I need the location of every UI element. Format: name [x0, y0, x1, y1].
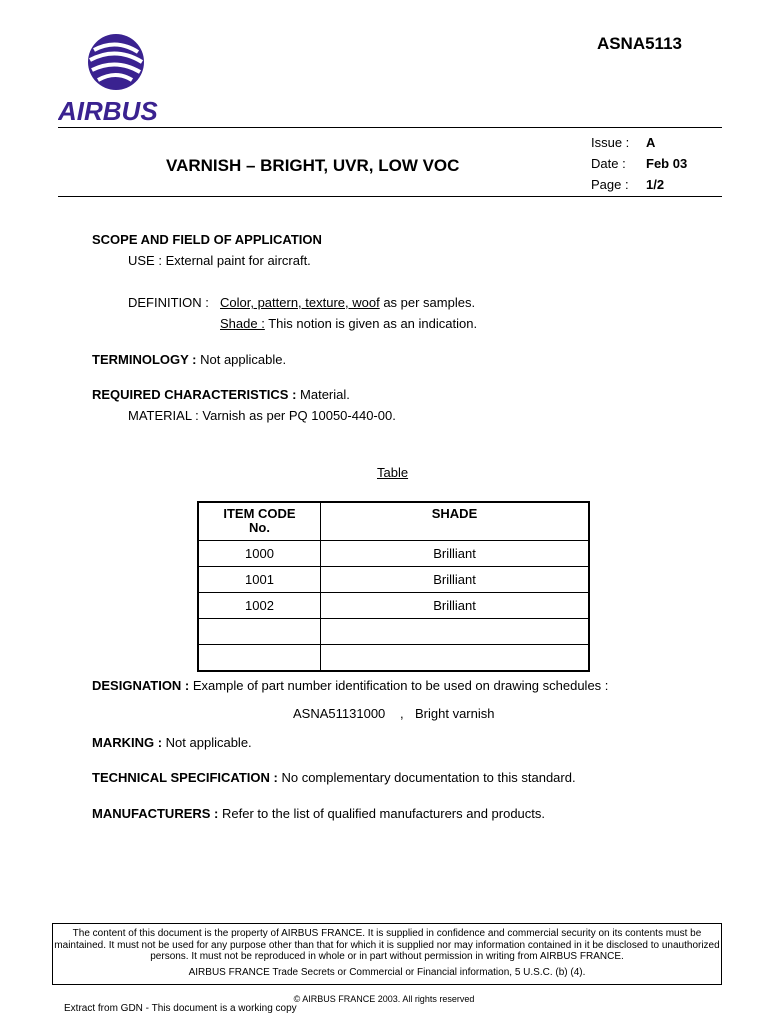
designation-example-sep: ,: [400, 706, 404, 721]
use-line: USE : External paint for aircraft.: [128, 253, 311, 268]
issue-value: A: [646, 135, 656, 150]
table-row: [198, 619, 589, 645]
table-row: [198, 541, 589, 567]
designation-label: DESIGNATION :: [92, 678, 190, 693]
techspec-label: TECHNICAL SPECIFICATION :: [92, 770, 278, 785]
terminology-text: Not applicable.: [196, 352, 287, 367]
header-rule-bottom: [58, 196, 722, 197]
shade-cell: Brilliant: [321, 567, 590, 593]
item-code-cell: 1002: [198, 593, 321, 619]
shade-header: SHADE: [321, 502, 590, 541]
page-value: 1/2: [646, 177, 665, 192]
marking-label: MARKING :: [92, 735, 163, 750]
designation-text: Example of part number identification to be used on drawing schedules :: [189, 678, 609, 693]
item-code-cell: [198, 619, 321, 645]
logo-wordmark: AIRBUS: [58, 96, 158, 124]
shade-underlined: Shade :: [220, 316, 265, 331]
item-code-header: ITEM CODE No.: [198, 502, 321, 541]
designation-example-name: Bright varnish: [415, 706, 495, 721]
page-label: Page :: [591, 177, 629, 192]
required-label: REQUIRED CHARACTERISTICS :: [92, 387, 297, 402]
item-code-cell: 1000: [198, 541, 321, 567]
shade-cell: Brilliant: [321, 541, 590, 567]
table-row: [198, 593, 589, 619]
shade-cell: [321, 645, 590, 672]
confidentiality-notice: [52, 923, 722, 985]
material-line: MATERIAL : Varnish as per PQ 10050-440-00.: [128, 408, 396, 423]
terminology-line: [92, 352, 286, 367]
issue-label: Issue :: [591, 135, 630, 150]
item-code-cell: 1001: [198, 567, 321, 593]
shade-cell: Brilliant: [321, 593, 590, 619]
techspec-line: [92, 770, 576, 785]
manufacturers-label: MANUFACTURERS :: [92, 806, 219, 821]
shade-line: [220, 316, 477, 331]
table-row: [198, 567, 589, 593]
shade-rest: This notion is given as an indication.: [264, 316, 478, 331]
designation-example-code: ASNA51131000: [293, 706, 386, 721]
manufacturers-text: Refer to the list of qualified manufacturers and products.: [218, 806, 546, 821]
confidentiality-text: The content of this document is the property of AIRBUS FRANCE. It is supplied in confidence and commercial security on its contents must be maintained. It must not be used for any purpose other than that for which it is supplied nor may information contained in it be disclosed to unauthorized persons. It must not be reproduced in whole or in part without permission in writing from AIRBUS FRANCE.: [54, 928, 720, 962]
header-rule-top: [58, 127, 722, 128]
required-text: Material.: [296, 387, 350, 402]
table-row: [198, 645, 589, 672]
table-header-row: [198, 502, 589, 541]
item-shade-table: [197, 501, 590, 672]
date-value: Feb 03: [646, 156, 688, 171]
scope-heading: SCOPE AND FIELD OF APPLICATION: [92, 232, 322, 247]
designation-line: [92, 678, 608, 693]
date-label: Date :: [591, 156, 626, 171]
shade-cell: [321, 619, 590, 645]
definition-line: [220, 295, 475, 310]
definition-label: DEFINITION :: [128, 295, 209, 310]
extract-notice: Extract from GDN - This document is a working copy: [64, 1003, 297, 1014]
definition-underlined: Color, pattern, texture, woof: [220, 295, 380, 310]
airbus-logo-mark: [58, 30, 178, 124]
terminology-label: TERMINOLOGY :: [92, 352, 197, 367]
definition-rest: as per samples.: [379, 295, 476, 310]
airbus-logo: [58, 30, 178, 124]
marking-line: [92, 735, 252, 750]
manufacturers-line: [92, 806, 545, 821]
table-caption: Table: [377, 465, 409, 480]
techspec-text: No complementary documentation to this standard.: [277, 770, 576, 785]
trade-secrets-text: AIRBUS FRANCE Trade Secrets or Commercial or Financial information, 5 U.S.C. (b) (4).: [188, 966, 586, 978]
document-number: ASNA5113: [596, 34, 682, 53]
document-title: VARNISH – BRIGHT, UVR, LOW VOC: [166, 156, 460, 175]
item-code-cell: [198, 645, 321, 672]
marking-text: Not applicable.: [162, 735, 252, 750]
copyright-notice: © AIRBUS FRANCE 2003. All rights reserved: [293, 994, 475, 1004]
required-line: [92, 387, 350, 402]
